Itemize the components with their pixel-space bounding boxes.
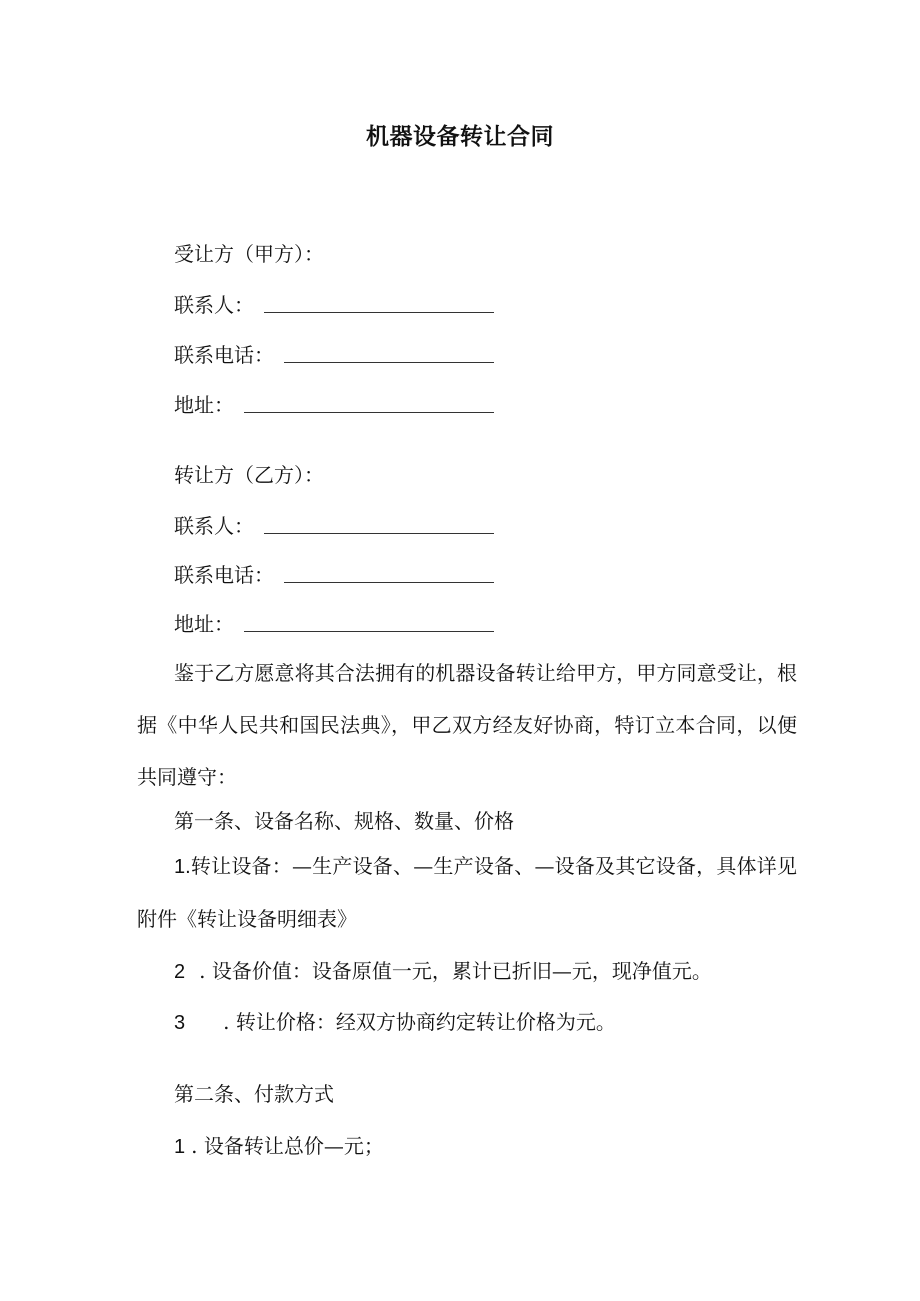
- party-a-contact-label: 联系人：: [174, 292, 254, 317]
- preamble-paragraph: 鉴于乙方愿意将其合法拥有的机器设备转让给甲方，甲方同意受让，根据《中华人民共和国民法典》，甲乙双方经友好协商，特订立本合同，以便共同遵守：: [137, 661, 797, 789]
- party-b-contact-label: 联系人：: [174, 513, 254, 538]
- article-1-heading: 第一条、设备名称、规格、数量、价格: [174, 809, 514, 833]
- article-1-item-2: [174, 955, 712, 984]
- article-2-item-1: [174, 1130, 384, 1159]
- party-a-address-blank: [244, 396, 494, 413]
- article-1-item-2-number: 2: [174, 961, 186, 983]
- party-b-heading: 转让方（乙方）：: [174, 463, 324, 487]
- article-1-item-1-number: 1.: [174, 856, 191, 878]
- party-b-address-label: 地址：: [174, 611, 234, 636]
- document-title: 机器设备转让合同: [366, 124, 554, 150]
- party-b-contact-field: [174, 509, 494, 539]
- article-1-item-3-text: . 转让价格：经双方协商约定转让价格为元。: [223, 1010, 616, 1034]
- party-b-address-field: [174, 607, 494, 637]
- party-a-address-field: [174, 388, 494, 418]
- party-b-contact-blank: [264, 517, 494, 534]
- article-1-item-1: [137, 840, 797, 945]
- article-2-heading: 第二条、付款方式: [174, 1082, 334, 1106]
- party-a-phone-blank: [284, 346, 494, 363]
- party-a-contact-blank: [264, 296, 494, 313]
- article-2-item-1-number: 1: [174, 1136, 186, 1158]
- party-a-phone-field: [174, 338, 494, 368]
- party-b-phone-field: [174, 558, 494, 588]
- article-1-item-2-text: . 设备价值：设备原值一元，累计已折旧—元，现净值元。: [199, 959, 712, 983]
- party-a-heading: 受让方（甲方）：: [174, 242, 324, 266]
- party-b-phone-label: 联系电话：: [174, 562, 274, 587]
- party-a-contact-field: [174, 288, 494, 318]
- article-1-item-3-number: 3: [174, 1012, 186, 1034]
- article-2-item-1-text: . 设备转让总价—元；: [191, 1134, 384, 1158]
- party-a-address-label: 地址：: [174, 392, 234, 417]
- party-b-address-blank: [244, 615, 494, 632]
- party-a-phone-label: 联系电话：: [174, 342, 274, 367]
- article-1-item-3: [174, 1006, 616, 1035]
- article-1-item-1-text: 转让设备：—生产设备、—生产设备、—设备及其它设备，具体详见附件《转让设备明细表》: [137, 854, 797, 931]
- party-b-phone-blank: [284, 566, 494, 583]
